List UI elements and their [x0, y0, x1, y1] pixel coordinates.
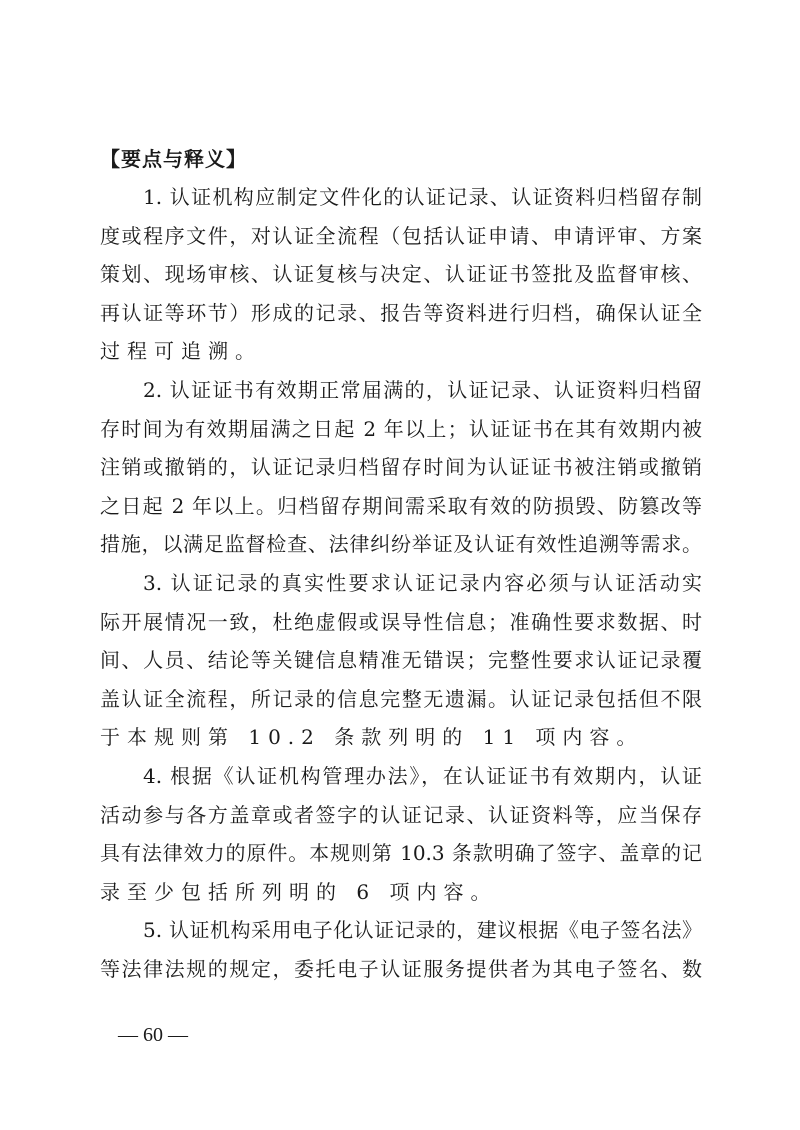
paragraph-line: 度或程序文件，对认证全流程（包括认证申请、申请评审、方案: [100, 223, 702, 248]
paragraph-line: 际开展情况一致，杜绝虚假或误导性信息；准确性要求数据、时: [100, 609, 702, 634]
page-number: — 60 —: [118, 1024, 188, 1046]
paragraph-line: 措施，以满足监督检查、法律纠纷举证及认证有效性追溯等需求。: [100, 532, 702, 557]
paragraph-2: [100, 371, 702, 564]
paragraph-line: 存时间为有效期届满之日起 2 年以上；认证证书在其有效期内被: [100, 416, 702, 441]
paragraph-line: 间、人员、结论等关键信息精准无错误；完整性要求认证记录覆: [100, 648, 702, 673]
paragraph-line: 3. 认证记录的真实性要求认证记录内容必须与认证活动实: [143, 570, 702, 595]
paragraph-line: 等法律法规的规定，委托电子认证服务提供者为其电子签名、数: [100, 956, 702, 981]
paragraph-line: 1. 认证机构应制定文件化的认证记录、认证资料归档留存制: [143, 185, 702, 209]
paragraph-line: 注销或撤销的，认证记录归档留存时间为认证证书被注销或撤销: [100, 455, 702, 480]
paragraph-line: 之日起 2 年以上。归档留存期间需采取有效的防损毁、防篡改等: [100, 493, 702, 518]
paragraph-line: 于本规则第 10.2 条款列明的 11 项内容。: [100, 725, 644, 750]
paragraph-line: 4. 根据《认证机构管理办法》，在认证证书有效期内，认证: [143, 763, 702, 788]
paragraph-1: [100, 178, 702, 371]
paragraph-line: 再认证等环节）形成的记录、报告等资料进行归档，确保认证全: [100, 300, 702, 325]
paragraph-line: 具有法律效力的原件。本规则第 10.3 条款明确了签字、盖章的记: [100, 841, 702, 866]
paragraph-line: 2. 认证证书有效期正常届满的，认证记录、认证资料归档留: [143, 377, 702, 402]
paragraph-line: 盖认证全流程，所记录的信息完整无遗漏。认证记录包括但不限: [100, 686, 702, 711]
paragraph-line: 活动参与各方盖章或者签字的认证记录、认证资料等，应当保存: [100, 802, 702, 827]
paragraph-line: 5. 认证机构采用电子化认证记录的，建议根据《电子签名法》: [143, 918, 702, 943]
paragraph-line: 过程可追溯。: [100, 339, 262, 364]
section-heading: 【要点与释义】: [100, 147, 247, 171]
paragraph-5: [100, 911, 702, 988]
paragraph-line: 录至少包括所列明的 6 项内容。: [100, 879, 498, 904]
paragraph-3: [100, 564, 702, 757]
paragraph-4: [100, 757, 702, 911]
document-page: [100, 140, 702, 988]
paragraph-line: 策划、现场审核、认证复核与决定、认证证书签批及监督审核、: [100, 262, 702, 287]
